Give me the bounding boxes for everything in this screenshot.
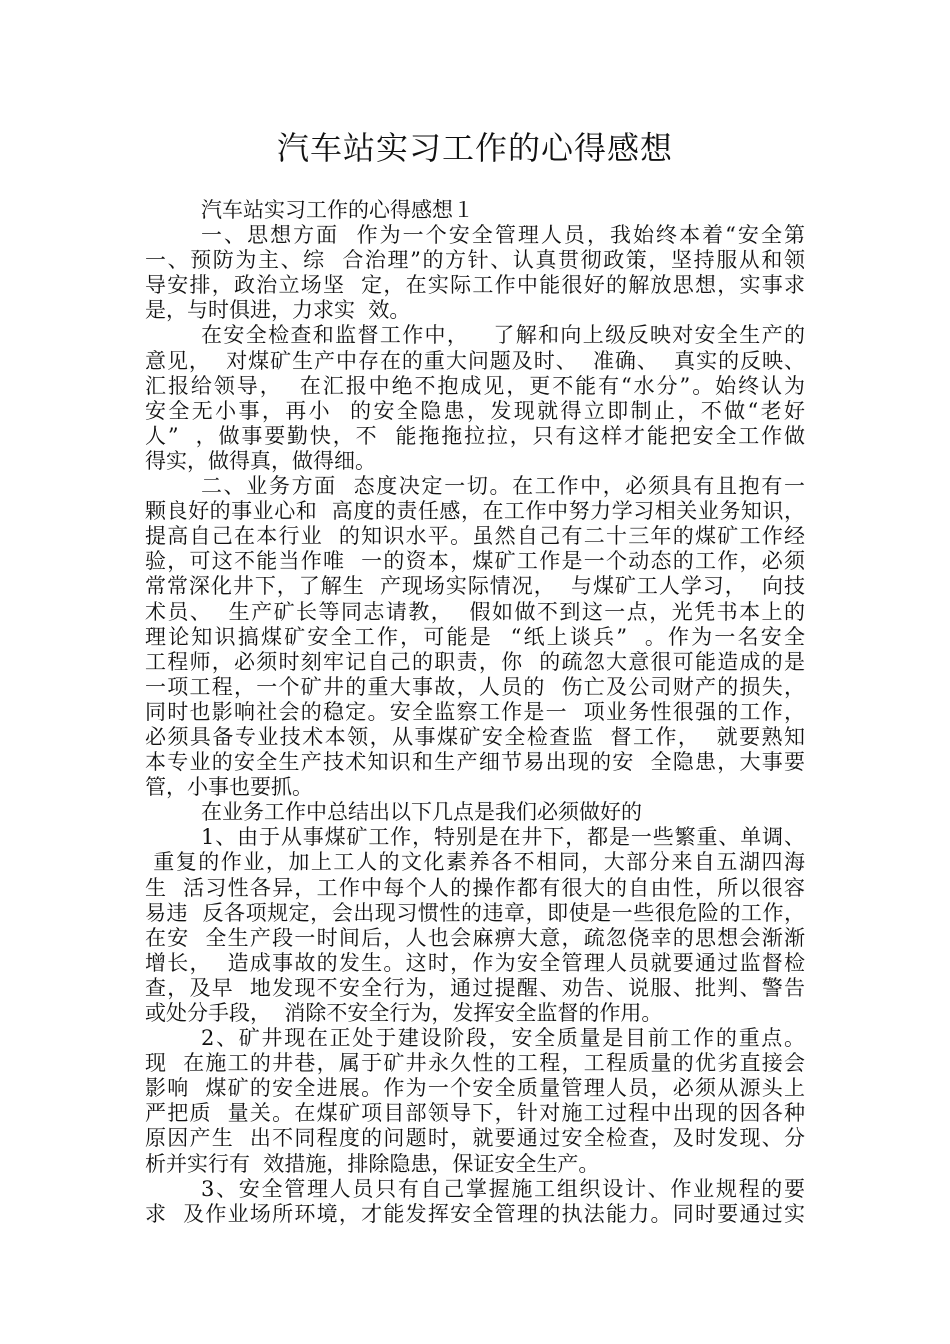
text-line: 易违 反各项规定，会出现习惯性的违章，即使是一些很危险的工作， xyxy=(145,900,805,925)
text-line: 理论知识搞煤矿安全工作，可能是 “纸上谈兵” 。作为一名安全 xyxy=(145,624,805,649)
text-line: 意见， 对煤矿生产中存在的重大问题及时、 准确、 真实的反映、 xyxy=(145,348,805,373)
text-line: 重复的作业，加上工人的文化素养各不相同，大部分来自五湖四海 xyxy=(145,850,805,875)
text-line: 工程师，必须时刻牢记自己的职责，你 的疏忽大意很可能造成的是 xyxy=(145,649,805,674)
text-line: 在业务工作中总结出以下几点是我们必须做好的 xyxy=(201,800,642,825)
text-line: 现 在施工的井巷，属于矿井永久性的工程，工程质量的优劣直接会 xyxy=(145,1051,805,1076)
text-line: 术员、 生产矿长等同志请教， 假如做不到这一点，光凭书本上的 xyxy=(145,599,805,624)
text-line: 常常深化井下，了解生 产现场实际情况， 与煤矿工人学习， 向技 xyxy=(145,574,805,599)
text-line: 管，小事也要抓。 xyxy=(145,775,313,800)
text-line: 2、矿井现在正处于建设阶段，安全质量是目前工作的重点。 xyxy=(201,1026,805,1051)
text-line: 一、预防为主、综 合治理”的方针、认真贯彻政策，坚持服从和领 xyxy=(145,248,805,273)
text-line: 必须具备专业技术本领，从事煤矿安全检查监 督工作， 就要熟知 xyxy=(145,724,805,749)
text-line: 或处分手段， 消除不安全行为，发挥安全监督的作用。 xyxy=(145,1001,663,1025)
document-body xyxy=(145,198,805,1227)
document-title: 汽车站实习工作的心得感想 xyxy=(276,129,673,167)
text-line: 查，及早 地发现不安全行为，通过提醒、劝告、说服、批判、警告 xyxy=(145,975,805,1000)
text-line: 一项工程，一个矿井的重大事故，人员的 伤亡及公司财产的损失， xyxy=(145,674,805,699)
text-line: 同时也影响社会的稳定。安全监察工作是一 项业务性很强的工作， xyxy=(145,699,805,724)
text-line: 1、由于从事煤矿工作，特别是在井下，都是一些繁重、单调、 xyxy=(201,825,805,850)
text-line: 析并实行有 效措施，排除隐患，保证安全生产。 xyxy=(145,1151,600,1176)
text-line: 验，可这不能当作唯 一的资本，煤矿工作是一个动态的工作，必须 xyxy=(145,549,805,574)
text-line: 3、安全管理人员只有自己掌握施工组织设计、作业规程的要 xyxy=(201,1176,805,1201)
text-line: 增长， 造成事故的发生。这时，作为安全管理人员就要通过监督检 xyxy=(145,950,805,975)
text-line: 求 及作业场所环境，才能发挥安全管理的执法能力。同时要通过实 xyxy=(145,1201,805,1226)
text-line: 在安 全生产段一时间后，人也会麻痹大意，疏忽侥幸的思想会渐渐 xyxy=(145,925,805,950)
text-line: 本专业的安全生产技术知识和生产细节易出现的安 全隐患，大事要 xyxy=(145,750,805,775)
text-line: 是，与时俱进，力求实 效。 xyxy=(145,298,411,323)
text-line: 影响 煤矿的安全进展。作为一个安全质量管理人员，必须从源头上 xyxy=(145,1076,805,1101)
text-line: 生 活习性各异，工作中每个人的操作都有很大的自由性，所以很容 xyxy=(145,875,805,900)
text-line: 在安全检查和监督工作中， 了解和向上级反映对安全生产的 xyxy=(201,323,805,348)
text-line: 导安排，政治立场坚 定，在实际工作中能很好的解放思想，实事求 xyxy=(145,273,805,298)
text-line: 提高自己在本行业 的知识水平。虽然自己有二十三年的煤矿工作经 xyxy=(145,524,805,549)
text-line: 汽车站实习工作的心得感想１ xyxy=(201,198,474,222)
text-line: 安全无小事，再小 的安全隐患，发现就得立即制止，不做“老好 xyxy=(145,398,805,423)
text-line: 严把质 量关。在煤矿项目部领导下，针对施工过程中出现的因各种 xyxy=(145,1101,805,1126)
text-line: 人” ，做事要勤快，不 能拖拖拉拉，只有这样才能把安全工作做 xyxy=(145,423,805,448)
text-line: 颗良好的事业心和 高度的责任感，在工作中努力学习相关业务知识， xyxy=(145,499,805,524)
text-line: 得实，做得真，做得细。 xyxy=(145,448,376,473)
text-line: 汇报给领导， 在汇报中绝不抱成见，更不能有“水分”。始终认为 xyxy=(145,373,805,398)
text-line: 原因产生 出不同程度的问题时，就要通过安全检查，及时发现、分 xyxy=(145,1126,805,1151)
text-line: 二、业务方面 态度决定一切。在工作中，必须具有且抱有一 xyxy=(201,474,805,499)
text-line: 一、思想方面 作为一个安全管理人员，我始终本着“安全第 xyxy=(201,223,805,248)
